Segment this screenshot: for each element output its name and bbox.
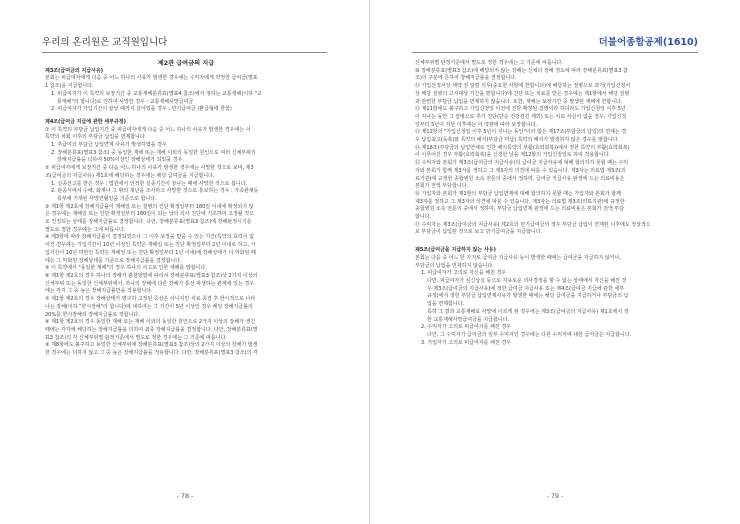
paragraph-line: 이 이루어진 경우 부활(효력회복)을 신청한 날을 제12항의 가입신청일로 하여 적용합니다. (415, 152, 611, 159)
article-5-line: 다만, 피급여자가 심신상실 등으로 자유로운 의사결정을 할 수 없는 상태에서 자신을 해친 경 (427, 277, 627, 284)
article-4-line: ⑧ 제1항 제2호의 경우 동일한 재해 또는 재해 이외의 동일한 원인으로 2가지 이상의 장해가 생긴 (45, 319, 256, 326)
article-5-line: 1. 피급여자가 고의로 자신을 해친 경우 (421, 270, 507, 277)
left-page-number: - 78 - (176, 492, 194, 500)
article-4-line: 록부에 기재된 사망연월일을 기준으로 합니다. (57, 195, 157, 202)
left-page-content (45, 60, 327, 358)
paragraph-line: ⑩ 장해분류표(별표3 참조)에 해당되지 않는 장해는 신체의 장해 정도에 따라 장해분류표(별표3 참 (415, 67, 628, 74)
article-5-line: 다만, 그 수익자가 급여금의 일부 수익자인 경우에는 다른 수익자에 대한 급여금은 지급합니다. (427, 331, 632, 338)
article-4-line: ③ 제1항 제2호에 장해지급률이 재해일 또는 질병의 진단 확정일부터 180일 이내에 확정되지 않 (45, 203, 254, 210)
article-5-title: 제5조(급여금을 지급하지 않는 사유) (415, 247, 496, 254)
paragraph-line: ⑮ 수익자와 본회가 제3조(급여금의 지급사유)의 급여금 지급사유에 대해 합의하지 못할 때는 수익 (415, 160, 629, 167)
paragraph-line: 자와 본회가 함께 제3자를 정하고 그 제3자의 의견에 따를 수 있습니다. 제3자는 의료법 제3조(의 (415, 167, 626, 174)
paragraph-line: ⑫ 제11항에도 불구하고 가입신청일 이전에 진단 확정된 질병이라 하더라도 가입신청일 이후 5년 (415, 106, 626, 113)
article-4-line: 1. 실종선고를 받은 경우 : 법원에서 인정한 실종기간이 끝나는 때에 사망한 것으로 봅니다. (51, 180, 248, 187)
article-3-line: 1. 피급여자가 이 특약의 보장기간 중 교통재해분류표(별표4 참조)에서 정하는 교통재해(이하 "교 (51, 90, 262, 97)
article-4-line: ④ 제3항에 따라 장해지급률이 결정되었으나 그 이후 보장을 받을 수 있는 기간(특약의 효력이 없 (45, 234, 254, 241)
article-4-line: 조(급여금의 지급사유) 제1호에 해당하는 경우에는 해당 급여금을 지급합니다. (45, 172, 215, 179)
article-4-line: 한 경우에는 더하지 않고 그 중 높은 장해지급률을 적용합니다. 다만, 장해분류표(별표3 참조)의 각 (45, 350, 258, 357)
section-title: 제2관 급여금의 지급 (157, 60, 215, 67)
right-header-title: 더불어종합공제(1610) (598, 37, 698, 48)
article-4-title: 제4조(급여금 지급에 관한 세부규정) (45, 118, 126, 125)
right-page-content (415, 60, 697, 347)
article-4-line: 로 인정되는 상태를 장해지급률로 결정합니다. 다만, 장해분류표(별표3 참조)에 장해판정시기를 (45, 219, 252, 226)
article-5-line: 2. 수익자가 고의로 피급여자를 해친 경우 (421, 324, 511, 331)
paragraph-line: 료기관)에 규정한 종합병원 소속 전문의 중에서 정하며, 급여금 지급사유 판정에 드는 의료비용은 (415, 175, 625, 182)
article-4-line: 에는 그 악화된 장해상태를 기준으로 장해지급률을 결정합니다. (45, 257, 182, 264)
article-3-line: 본회는 피급여자에게 다음 중 어느 하나의 사유가 발생한 경우에는 수익자에게 약정한 급여금(별표 (45, 75, 258, 82)
article-4-line: 에는 각각 그 중 높은 장해지급률만을 적용합니다. (45, 288, 153, 295)
paragraph-line: 우 납입최고(독촉)와 특약의 해지(부담금 미납) 특약의 해지가 발생하지 않은 경우를 말합니다. (415, 137, 619, 144)
paragraph-line: ⑯ 가입자와 본회가 제1항의 부담금 납입면제에 대해 합의하지 못할 때는 가입자와 본회가 함께 (415, 190, 621, 197)
article-4-line: ② 피급여자에게 보장기간 중 다음 어느 하나의 사유가 발생한 경우에는 사망한 것으로 보며, 제3 (45, 165, 254, 172)
article-4-line: 특약의 차회 이후의 부담금 납입을 면제합니다. (45, 134, 147, 141)
article-4-line: 1. 추급여의 부담금 납입면제 사유가 발생하였을 경우 (51, 142, 167, 149)
article-4-line: 표3 참조)의 각 신체부위별 판정기준에서 별도로 정한 경우에는 그 기준에 따릅니다. (45, 334, 228, 341)
left-header-title: 우리의 온리원은 교직원입니다 (42, 37, 168, 48)
article-5-line: 규정)에서 정한 부담금 납입면제사유가 발생한 때에는 해당 급여금을 지급하거나 부담금의 납 (427, 293, 629, 300)
right-page (370, 0, 740, 524)
paragraph-line: 조)의 구분에 준하여 장해지급률을 결정합니다. (415, 75, 517, 82)
article-3-line: 1 참조)을 지급합니다. (45, 83, 94, 90)
article-4-line: 신체부위 또는 동일한 신체부위에서, 하나의 장해에 다른 장해가 통상 파생하는 관계에 있는 경우 (45, 280, 255, 287)
article-5-line: 부담금의 납입을 면제하지 않습니다. (415, 262, 494, 269)
article-4-line: 때에는 각각에 해당하는 장해지급률을 더하여 최종 장해지급률을 결정합니다. 다만, 장해분류표(별 (45, 326, 258, 333)
paragraph-line: 본회가 전액 부담합니다. (415, 183, 469, 190)
article-5-line: 본회는 다음 중 어느 한 가지로 급여금 지급사유 등이 발생한 때에는 급여금을 지급하지 않거나, (415, 254, 621, 261)
article-4-line: 2. 장해분류표(별표3 참조) 중 동일한 재해 또는 재해 이외의 동일한 원인으로 여러 신체부위의 (51, 149, 256, 156)
paragraph-line: 제3자를 정하고 그 제3자의 의견에 따를 수 있습니다. 제3자는 의료법 제3조(의료기관)에 규정한 (415, 198, 625, 205)
paragraph-line: ⑬ 제12항의 "가입신청일 이후 5년이 지나는 동안"이라 함은 제17조(부담금의 납입)의 면제는 경 (415, 129, 627, 136)
article-4-line: 20%를 한시장해의 장해지급률로 정합니다. (45, 311, 140, 318)
article-5-line: 입을 면제합니다. (427, 301, 464, 308)
paragraph-line: ⑭ 제18조(부담금의 납입연체로 인한 해지특약의 부활(효력회복))에서 정한 특약의 부활(효력회복) (415, 144, 630, 151)
article-4-line: ⑥ 제1항 제2호의 경우 하나의 장해가 관찰방법에 따라서 장해분류표(별표3 참조)상 2가지 이상의 (45, 272, 258, 279)
article-5-line: 3. 가입자가 고의로 피급여자를 해친 경우 (421, 339, 511, 346)
article-3-line: 통재해"라 합니다)로 인하여 사망한 경우 : 교통재해사망급여금 (57, 98, 194, 105)
paragraph-line: 이 지나는 동안 그 질병으로 추가 진단(단순 건강검진 제외) 또는 치료 사실이 없을 경우, 가입신청 (415, 113, 627, 120)
paragraph-line: 종합병원 소속 전문의 중에서 정하며, 부담금 납입면제 판정에 드는 의료비용은 본회가 전액 부담 (415, 206, 625, 213)
article-4-line: 장해지급률을 더하여 50%이상인 장해상태가 되었을 경우 (57, 157, 183, 164)
article-4-line: 은 경우에는 재해일 또는 진단 확정일부터 180일이 되는 날의 의사 진단에 기초하여 고정될 것으 (45, 211, 254, 218)
article-4-line: 입기간이 10년 미만인 특약은 재해일 또는 진단 확정일부터 1년 이내)에 장해상태가 더 악화된 때 (45, 249, 256, 256)
paragraph-line: 신체부위별 판정기준에서 별도로 정한 경우에는 그 기준에 따릅니다. (415, 60, 563, 66)
paragraph-line: 과 관련한 부담금 납입을 면제하지 않습니다. 또한, 재해는 보장기간 중 발생된 재해에 한합니다. (415, 98, 623, 105)
right-page-header (412, 36, 698, 53)
paragraph-line: ⑪ 가입산정서상 계약 전 알릴 의무(중요한 사항에 한합니다)에 해당하는 질병으로 과거(가입신청서 (415, 83, 631, 90)
article-4-line: 어진 경우에는 가입기간이 10년 이상인 특약은 재해일 또는 진단 확정일부터 2년 이내로 하고, 가 (45, 242, 256, 249)
paragraph-line: 합니다. (415, 214, 432, 221)
paragraph-line: 로 부담금이 납입된 것으로 보고 만기급여금을 지급합니다. (415, 229, 543, 236)
article-4-line: ① 이 특약의 부담금 납입기간 중 피급여자에게 다음 중 어느 하나의 사유가 발생한 경우에는 이 (45, 126, 251, 133)
article-4-line: ⑤ 이 특약에서 "동일한 재해"의 경우 하나의 사고로 인한 재해를 말합니다. (45, 265, 207, 272)
article-4-line: 2. 관공서에서 수해, 화재나 그 밖의 재난을 조사하고 사망한 것으로 통보하는 경우 : 가족관계등 (51, 188, 259, 195)
article-3-line: 2. 피급여자가 가입기간이 끝날 때까지 살아있을 경우 : 만기급여금 (환급형에 한함) (51, 106, 232, 113)
paragraph-line: 일부터 5년이 지난 이후에는 이 약관에 따라 보장합니다. (415, 121, 538, 128)
article-3-title: 제3조(급여금의 지급사유) (45, 67, 104, 74)
paragraph-line: 상 해당 질병의 고지대상 기간을 말합니다)에 진단 또는 치료를 받은 경우에는 제1항에서 해당 질병 (415, 90, 630, 97)
paragraph-line: ⑰ 수익자는 제3조(급여금의 지급사유) 제2호의 만기급여금의 경우 부담금 납입이 면제된 이후에도 정상적으 (415, 221, 651, 228)
left-page-header (42, 36, 327, 53)
article-5-line: 우 제3조(급여금의 지급사유)에 정한 급여금 지급사유 또는 제4조(급여금 지급에 관한 세부 (427, 285, 625, 292)
right-page-number: - 79 - (546, 492, 564, 500)
article-4-line: ⑨ 제8항에도 불구하고 동일한 신체부위에 장해분류표(별표3 참조)상의 2가지 이상의 장해가 발생 (45, 342, 258, 349)
article-5-line: 한 교통재해사망급여금을 지급합니다. (427, 316, 510, 323)
article-4-line: 별도로 정한 경우에는 그에 따릅니다. (45, 226, 126, 233)
article-4-line: 나는 장해(이하 "한시장해"라 합니다)에 대하여는 그 기간이 5년 이상인 경우 해당 장해지급률의 (45, 303, 253, 310)
article-5-line: 특히 그 결과 교통재해로 사망에 이르게 된 경우에는 제3조(급여금의 지급사유) 제1호에서 정 (427, 308, 629, 315)
article-4-line: ⑦ 제1항 제2호의 경우 장해상태가 영구히 고정된 증상은 아니지만 치료 종결 후 한시적으로 나타 (45, 296, 256, 303)
